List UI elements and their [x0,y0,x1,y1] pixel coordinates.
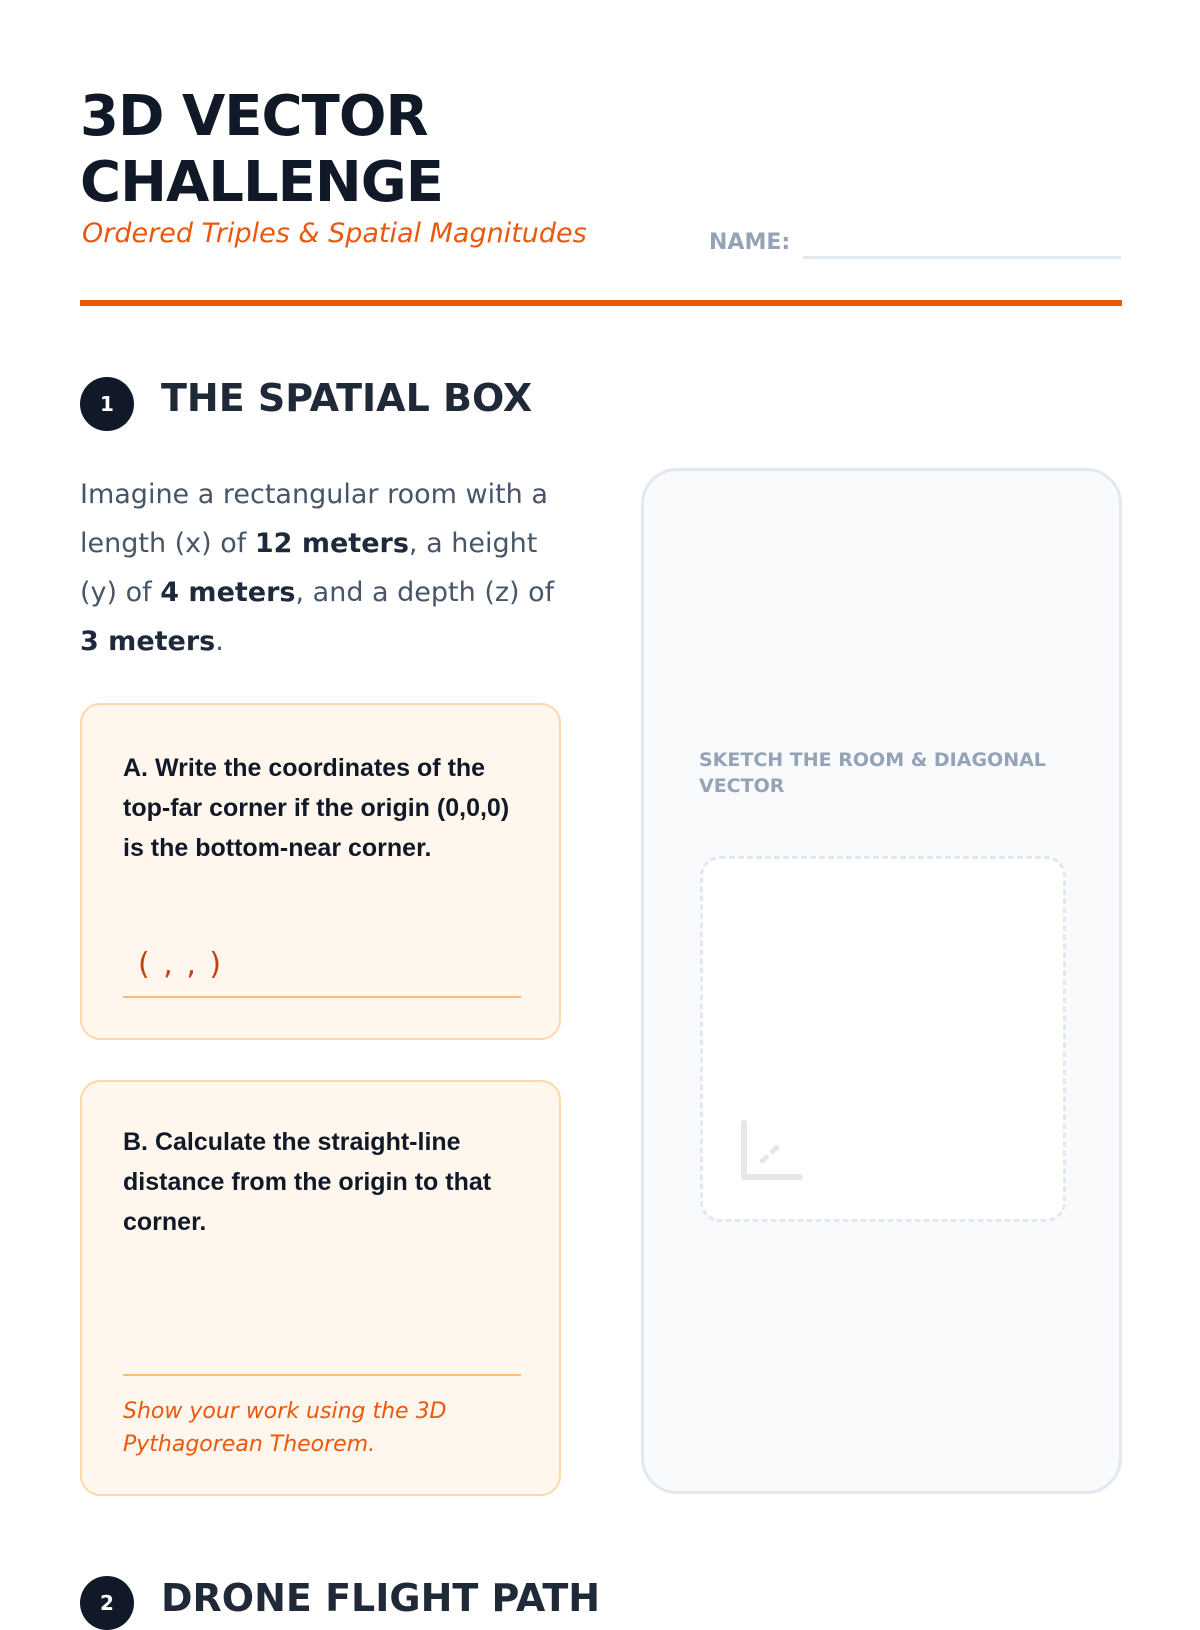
sketch-area[interactable] [700,856,1066,1222]
question-b-answer-line[interactable] [123,1374,521,1376]
sketch-panel [641,468,1122,1494]
name-input-line[interactable] [803,256,1121,259]
section-2-title: DRONE FLIGHT PATH [161,1576,601,1620]
intro-height: 4 meters [160,577,296,608]
intro-text-4: . [215,626,224,657]
page-subtitle: Ordered Triples & Spatial Magnitudes [82,218,587,249]
sketch-label: SKETCH THE ROOM & DIAGONAL VECTOR [699,749,1046,797]
question-b-text: B. Calculate the straight-line distance from the origin to that corner. [123,1128,492,1236]
axes-icon [740,1119,804,1183]
question-a-answer-template: ( , , ) [138,947,224,982]
header-divider [80,300,1122,306]
name-label: NAME: [709,230,791,255]
question-a-card [80,703,561,1040]
intro-text-1: Imagine a rectangular room with a length (x) of [80,479,548,559]
question-b-hint: Show your work using the 3D Pythagorean Theorem. [123,1399,447,1457]
section-1-intro [80,470,580,666]
page-title [80,84,443,216]
title-line-2: CHALLENGE [80,150,444,215]
intro-depth: 3 meters [80,626,216,657]
intro-text-2: , a height (y) of [80,528,538,608]
section-1-number-badge: 1 [80,377,134,431]
name-field[interactable] [709,226,1121,262]
question-a-text: A. Write the coordinates of the top-far corner if the origin (0,0,0) is the bottom-near corner. [123,754,510,862]
question-b-card [80,1080,561,1496]
intro-text-3: , and a depth (z) of [295,577,555,608]
question-a-answer-line[interactable] [123,996,521,998]
title-line-1: 3D VECTOR [80,84,428,149]
intro-length: 12 meters [254,528,409,559]
section-2-number-badge: 2 [80,1576,134,1630]
section-1-title: THE SPATIAL BOX [161,376,533,420]
